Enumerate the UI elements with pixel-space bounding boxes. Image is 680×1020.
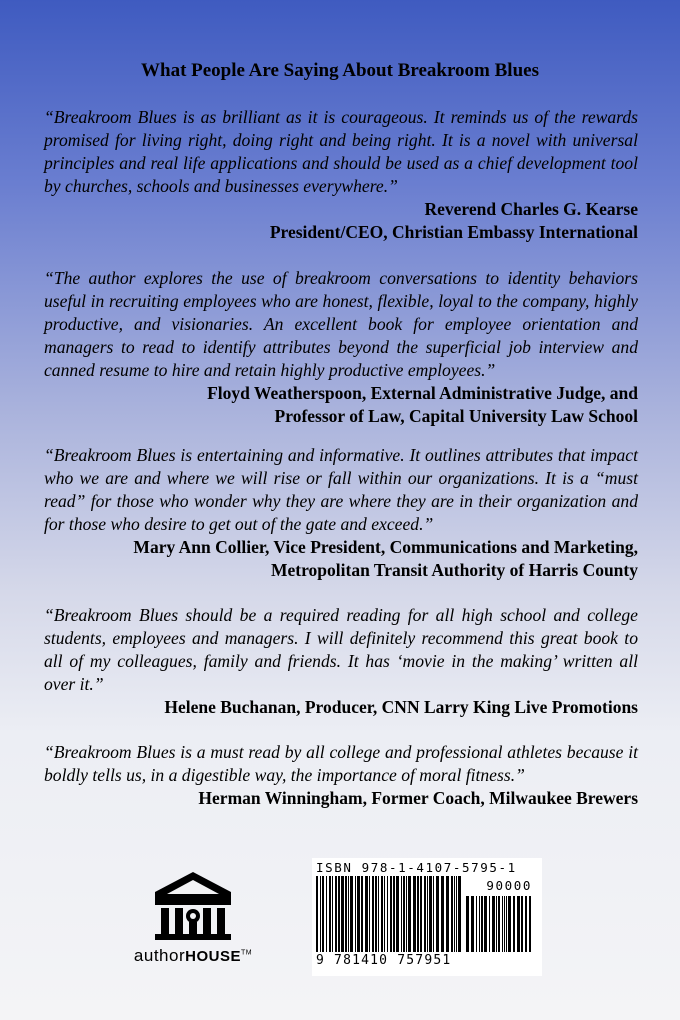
barcode-bar (396, 876, 399, 952)
barcode-bar (504, 896, 505, 952)
barcode-bar (413, 876, 416, 952)
isbn-label: ISBN 978-1-4107-5795-1 (316, 860, 517, 875)
barcode-bar (348, 876, 349, 952)
barcode-bar (329, 876, 331, 952)
barcode-bar (506, 896, 507, 952)
barcode-bar (401, 876, 402, 952)
barcode-bar (406, 876, 407, 952)
publisher-name: authorHOUSE™ (133, 946, 253, 965)
review-quote: “Breakroom Blues is entertaining and informative. It outlines attributes that impact who we are and where we will rise or fall within our organizations. It is a “must read” for those who wonder why they are where they are in their organization and for those who desire to get out of the gate and exceed.” (44, 445, 638, 534)
barcode-bar (335, 876, 337, 952)
review-quote: “The author explores the use of breakroom conversations to identity behaviors useful in recruiting employees who are honest, flexible, loyal to the company, highly productive, and visionaries. An excellent book for employee orientation and managers to read to identify attributes beyond the superficial job interview and canned resume to hire and retain highly productive employees.” (44, 268, 638, 380)
barcode-bar (357, 876, 360, 952)
barcode-bar (471, 896, 474, 952)
publisher-logo (118, 870, 268, 966)
barcode-bar (361, 876, 363, 952)
barcode-bar (456, 876, 457, 952)
review-attribution: Reverend Charles G. Kearse (424, 199, 638, 219)
barcode-bar (476, 896, 477, 952)
barcode-bar (341, 876, 344, 952)
barcode-bar (502, 896, 503, 952)
barcode-bar (451, 876, 453, 952)
review-attribution: Herman Winningham, Former Coach, Milwaukee Brewers (198, 788, 638, 808)
barcode-bar (427, 876, 428, 952)
review-attribution-title: Professor of Law, Capital University Law School (274, 406, 638, 426)
barcode-bar (408, 876, 411, 952)
barcode-bar (429, 876, 432, 952)
barcode-bar (498, 896, 500, 952)
barcode-bar (393, 876, 395, 952)
barcode-bar (436, 876, 439, 952)
barcode-bar (365, 876, 368, 952)
page-heading: What People Are Saying About Breakroom Blues (141, 60, 539, 81)
barcode-bar (484, 896, 487, 952)
barcode-bar (338, 876, 340, 952)
barcode-bar (384, 876, 385, 952)
barcode-bar (372, 876, 374, 952)
barcode-bar (316, 876, 318, 952)
barcode-bar (517, 896, 520, 952)
barcode-bar (525, 896, 527, 952)
barcode-bar (521, 896, 523, 952)
barcode-bar (433, 876, 434, 952)
barcode-bar (320, 876, 321, 952)
barcode-bar (479, 896, 480, 952)
barcode-bar (375, 876, 377, 952)
barcode-bar (345, 876, 347, 952)
barcode-bar (350, 876, 353, 952)
barcode-bar (529, 896, 531, 952)
review-4 (44, 604, 638, 719)
review-quote: “Breakroom Blues should be a required reading for all high school and college students, employees and managers. I will definitely recommend this great book to all of my colleagues, family and friends. It has ‘movie in the making’ written all over it.” (44, 605, 638, 694)
barcode-bar (492, 896, 495, 952)
barcode-bar (424, 876, 426, 952)
barcode-bar (446, 876, 449, 952)
barcode-bar (458, 876, 461, 952)
barcode-bar (508, 896, 511, 952)
barcode-bar (378, 876, 379, 952)
barcode-bar (489, 896, 490, 952)
barcode-bar (369, 876, 370, 952)
barcode-bars-main (316, 876, 464, 954)
barcode-bars-addon (466, 896, 536, 954)
review-quote: “Breakroom Blues is as brilliant as it is courageous. It reminds us of the rewards promised for living right, doing right and being right. It is a novel with universal principles and real life applications and should be used as a chief development tool by churches, schools and businesses everywhere.” (44, 107, 638, 196)
review-attribution-title: President/CEO, Christian Embassy International (269, 222, 638, 242)
ean-digits: 9 781410 757951 (316, 953, 452, 968)
barcode-bar (466, 896, 469, 952)
review-1 (44, 106, 638, 244)
review-attribution: Mary Ann Collier, Vice President, Communications and Marketing, (133, 537, 638, 557)
review-5 (44, 741, 638, 810)
review-attribution: Helene Buchanan, Producer, CNN Larry King Live Promotions (164, 697, 638, 717)
barcode-bar (355, 876, 356, 952)
barcode-bar (496, 896, 497, 952)
review-attribution: Floyd Weatherspoon, External Administrative Judge, and (207, 383, 638, 403)
barcode-bar (390, 876, 392, 952)
barcode-bar (332, 876, 333, 952)
barcode-bar (387, 876, 388, 952)
barcode-bar (481, 896, 483, 952)
price-code: 90000 (486, 878, 532, 893)
review-3 (44, 444, 638, 582)
barcode-bar (417, 876, 419, 952)
barcode-bar (326, 876, 327, 952)
barcode-bar (420, 876, 422, 952)
barcode-bar (403, 876, 405, 952)
barcode-bar (454, 876, 455, 952)
review-attribution-title: Metropolitan Transit Authority of Harris County (270, 560, 638, 580)
review-quote: “Breakroom Blues is a must read by all college and professional athletes because it boldly tells us, in a digestible way, the importance of moral fitness.” (44, 742, 638, 785)
review-2 (44, 267, 638, 428)
barcode-bar (441, 876, 444, 952)
isbn-barcode (312, 858, 542, 976)
barcode-bar (322, 876, 324, 952)
authorhouse-logo-icon (151, 870, 235, 942)
barcode-bar (513, 896, 515, 952)
barcode-bar (381, 876, 383, 952)
